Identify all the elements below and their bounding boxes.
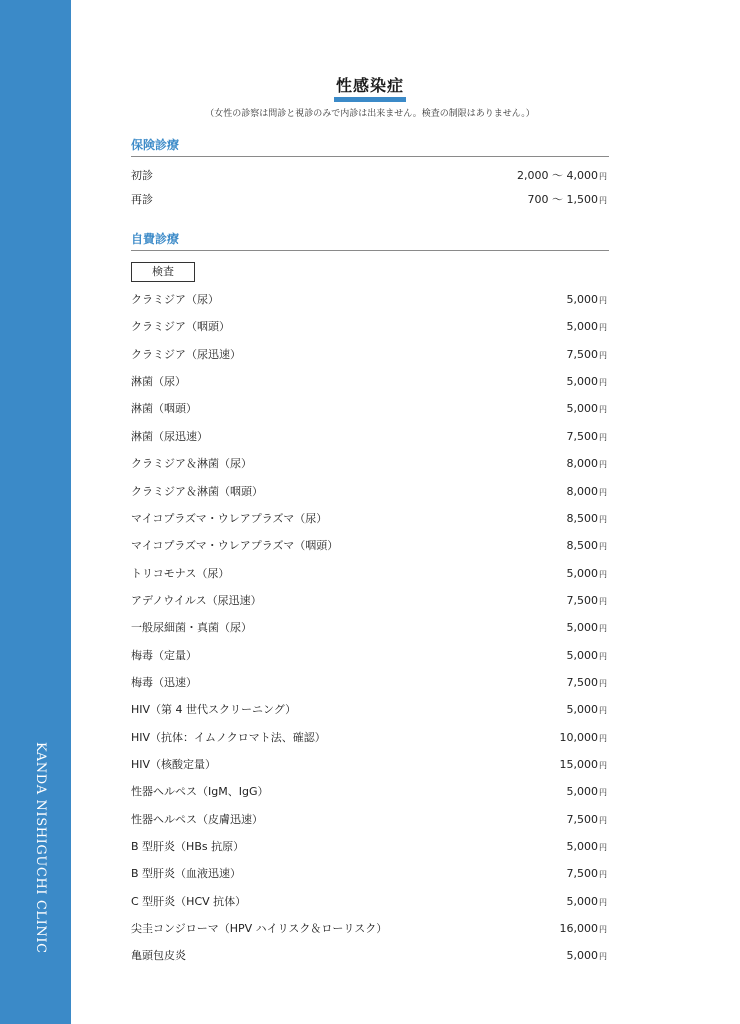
yen-unit: 円 (599, 542, 607, 552)
item-name: 性器ヘルペス（IgM、IgG） (131, 785, 269, 799)
item-price: 5,000円 (566, 375, 607, 389)
self-pay-row (131, 866, 607, 882)
item-price: 8,000円 (566, 457, 607, 471)
item-name: B 型肝炎（血液迅速） (131, 867, 242, 881)
item-price: 16,000円 (559, 922, 607, 936)
item-price: 8,000円 (566, 484, 607, 498)
self-pay-row (131, 702, 607, 718)
self-pay-row (131, 511, 607, 527)
self-pay-row (131, 347, 607, 363)
self-pay-row (131, 292, 607, 308)
yen-unit: 円 (599, 296, 607, 305)
yen-unit: 円 (599, 196, 607, 205)
item-name: HIV（第 4 世代スクリーニング） (131, 703, 297, 717)
yen-unit: 円 (599, 378, 607, 388)
self-pay-row (131, 593, 607, 609)
item-price: 5,000円 (566, 320, 607, 334)
item-name: 性器ヘルペス（皮膚迅速） (131, 812, 263, 826)
item-price: 5,000円 (566, 621, 607, 635)
yen-unit: 円 (599, 897, 607, 907)
item-price: 15,000円 (559, 758, 607, 771)
insurance-section-heading: 保険診療 (131, 136, 609, 157)
insurance-row (131, 168, 607, 184)
item-name: マイコプラズマ・ウレアプラズマ（咽頭） (131, 539, 339, 553)
self-pay-row (131, 921, 607, 937)
item-price: 10,000円 (559, 730, 607, 744)
yen-unit: 円 (599, 460, 607, 470)
item-name: クラミジア（尿） (131, 293, 219, 306)
self-pay-row (131, 374, 607, 390)
self-pay-row (131, 319, 607, 335)
item-price: 5,000円 (566, 894, 607, 908)
title-block (131, 76, 609, 102)
self-pay-row (131, 401, 607, 417)
item-name: 淋菌（咽頭） (131, 402, 197, 416)
test-category-label: 検査 (131, 262, 195, 282)
item-name: クラミジア＆淋菌（咽頭） (131, 484, 263, 498)
yen-unit: 円 (599, 870, 607, 880)
yen-unit: 円 (599, 596, 607, 606)
yen-unit: 円 (599, 651, 607, 661)
self-pay-row (131, 456, 607, 472)
item-name: アデノウイルス（尿迅速） (131, 593, 262, 607)
self-pay-row (131, 484, 607, 500)
item-name: 梅毒（迅速） (131, 675, 197, 689)
yen-unit: 円 (599, 815, 607, 825)
item-price: 7,500円 (566, 867, 607, 881)
item-price: 7,500円 (566, 675, 607, 689)
self-pay-row (131, 894, 607, 910)
item-price: 5,000円 (566, 566, 607, 580)
self-pay-row (131, 429, 607, 445)
self-pay-row (131, 730, 607, 746)
self-pay-row (131, 784, 607, 800)
item-name: HIV（核酸定量） (131, 758, 217, 771)
item-price: 7,500円 (566, 429, 607, 443)
item-name: トリコモナス（尿） (131, 566, 230, 580)
yen-unit: 円 (599, 487, 607, 497)
yen-unit: 円 (599, 761, 607, 770)
self-pay-row (131, 839, 607, 855)
item-price: 5,000円 (566, 293, 607, 306)
item-name: 再診 (131, 193, 153, 206)
item-price: 700 ～ 1,500円 (527, 193, 607, 206)
item-name: C 型肝炎（HCV 抗体） (131, 894, 247, 908)
yen-unit: 円 (599, 925, 607, 935)
page-title: 性感染症 (334, 77, 406, 102)
item-price: 7,500円 (566, 812, 607, 826)
item-price: 5,000円 (566, 648, 607, 662)
yen-unit: 円 (599, 350, 607, 360)
yen-unit: 円 (599, 323, 607, 333)
item-name: B 型肝炎（HBs 抗原） (131, 840, 245, 853)
yen-unit: 円 (599, 514, 607, 524)
item-name: HIV（抗体：イムノクロマト法、確認） (131, 730, 326, 744)
self-pay-section-heading: 自費診療 (131, 230, 609, 251)
insurance-row (131, 192, 607, 208)
yen-unit: 円 (599, 624, 607, 634)
item-name: クラミジア（尿迅速） (131, 347, 241, 361)
item-name: 尖圭コンジローマ（HPV ハイリスク＆ローリスク） (131, 922, 388, 936)
self-pay-row (131, 675, 607, 691)
yen-unit: 円 (599, 952, 607, 962)
self-pay-row (131, 812, 607, 828)
self-pay-row (131, 538, 607, 554)
yen-unit: 円 (599, 172, 607, 181)
item-name: マイコプラズマ・ウレアプラズマ（尿） (131, 511, 328, 525)
item-name: クラミジア＆淋菌（尿） (131, 457, 252, 471)
yen-unit: 円 (599, 733, 607, 743)
item-name: 一般尿細菌・真菌（尿） (131, 621, 252, 635)
item-price: 5,000円 (566, 402, 607, 416)
yen-unit: 円 (599, 678, 607, 688)
item-price: 7,500円 (566, 347, 607, 361)
self-pay-row (131, 948, 607, 964)
item-price: 5,000円 (566, 840, 607, 853)
yen-unit: 円 (599, 405, 607, 415)
sidebar-band (0, 0, 71, 1024)
yen-unit: 円 (599, 788, 607, 798)
page-subtitle: （女性の診察は問診と視診のみで内診は出来ません。検査の制限はありません。） (205, 109, 535, 119)
item-name: 初診 (131, 169, 153, 182)
yen-unit: 円 (599, 432, 607, 442)
self-pay-row (131, 648, 607, 664)
self-pay-row (131, 566, 607, 582)
yen-unit: 円 (599, 569, 607, 579)
item-price: 7,500円 (566, 593, 607, 607)
yen-unit: 円 (599, 843, 607, 852)
self-pay-row (131, 757, 607, 773)
item-price: 8,500円 (566, 511, 607, 525)
item-name: クラミジア（咽頭） (131, 320, 230, 334)
item-name: 亀頭包皮炎 (131, 949, 186, 963)
clinic-name-vertical: KANDA NISHIGUCHI CLINIC (33, 742, 48, 954)
item-price: 5,000円 (566, 785, 607, 799)
item-name: 淋菌（尿） (131, 375, 186, 389)
item-price: 5,000円 (566, 703, 607, 717)
item-name: 淋菌（尿迅速） (131, 429, 208, 443)
item-price: 5,000円 (566, 949, 607, 963)
item-price: 2,000 ～ 4,000円 (517, 169, 607, 182)
item-name: 梅毒（定量） (131, 648, 197, 662)
item-price: 8,500円 (566, 539, 607, 553)
yen-unit: 円 (599, 706, 607, 716)
self-pay-row (131, 620, 607, 636)
